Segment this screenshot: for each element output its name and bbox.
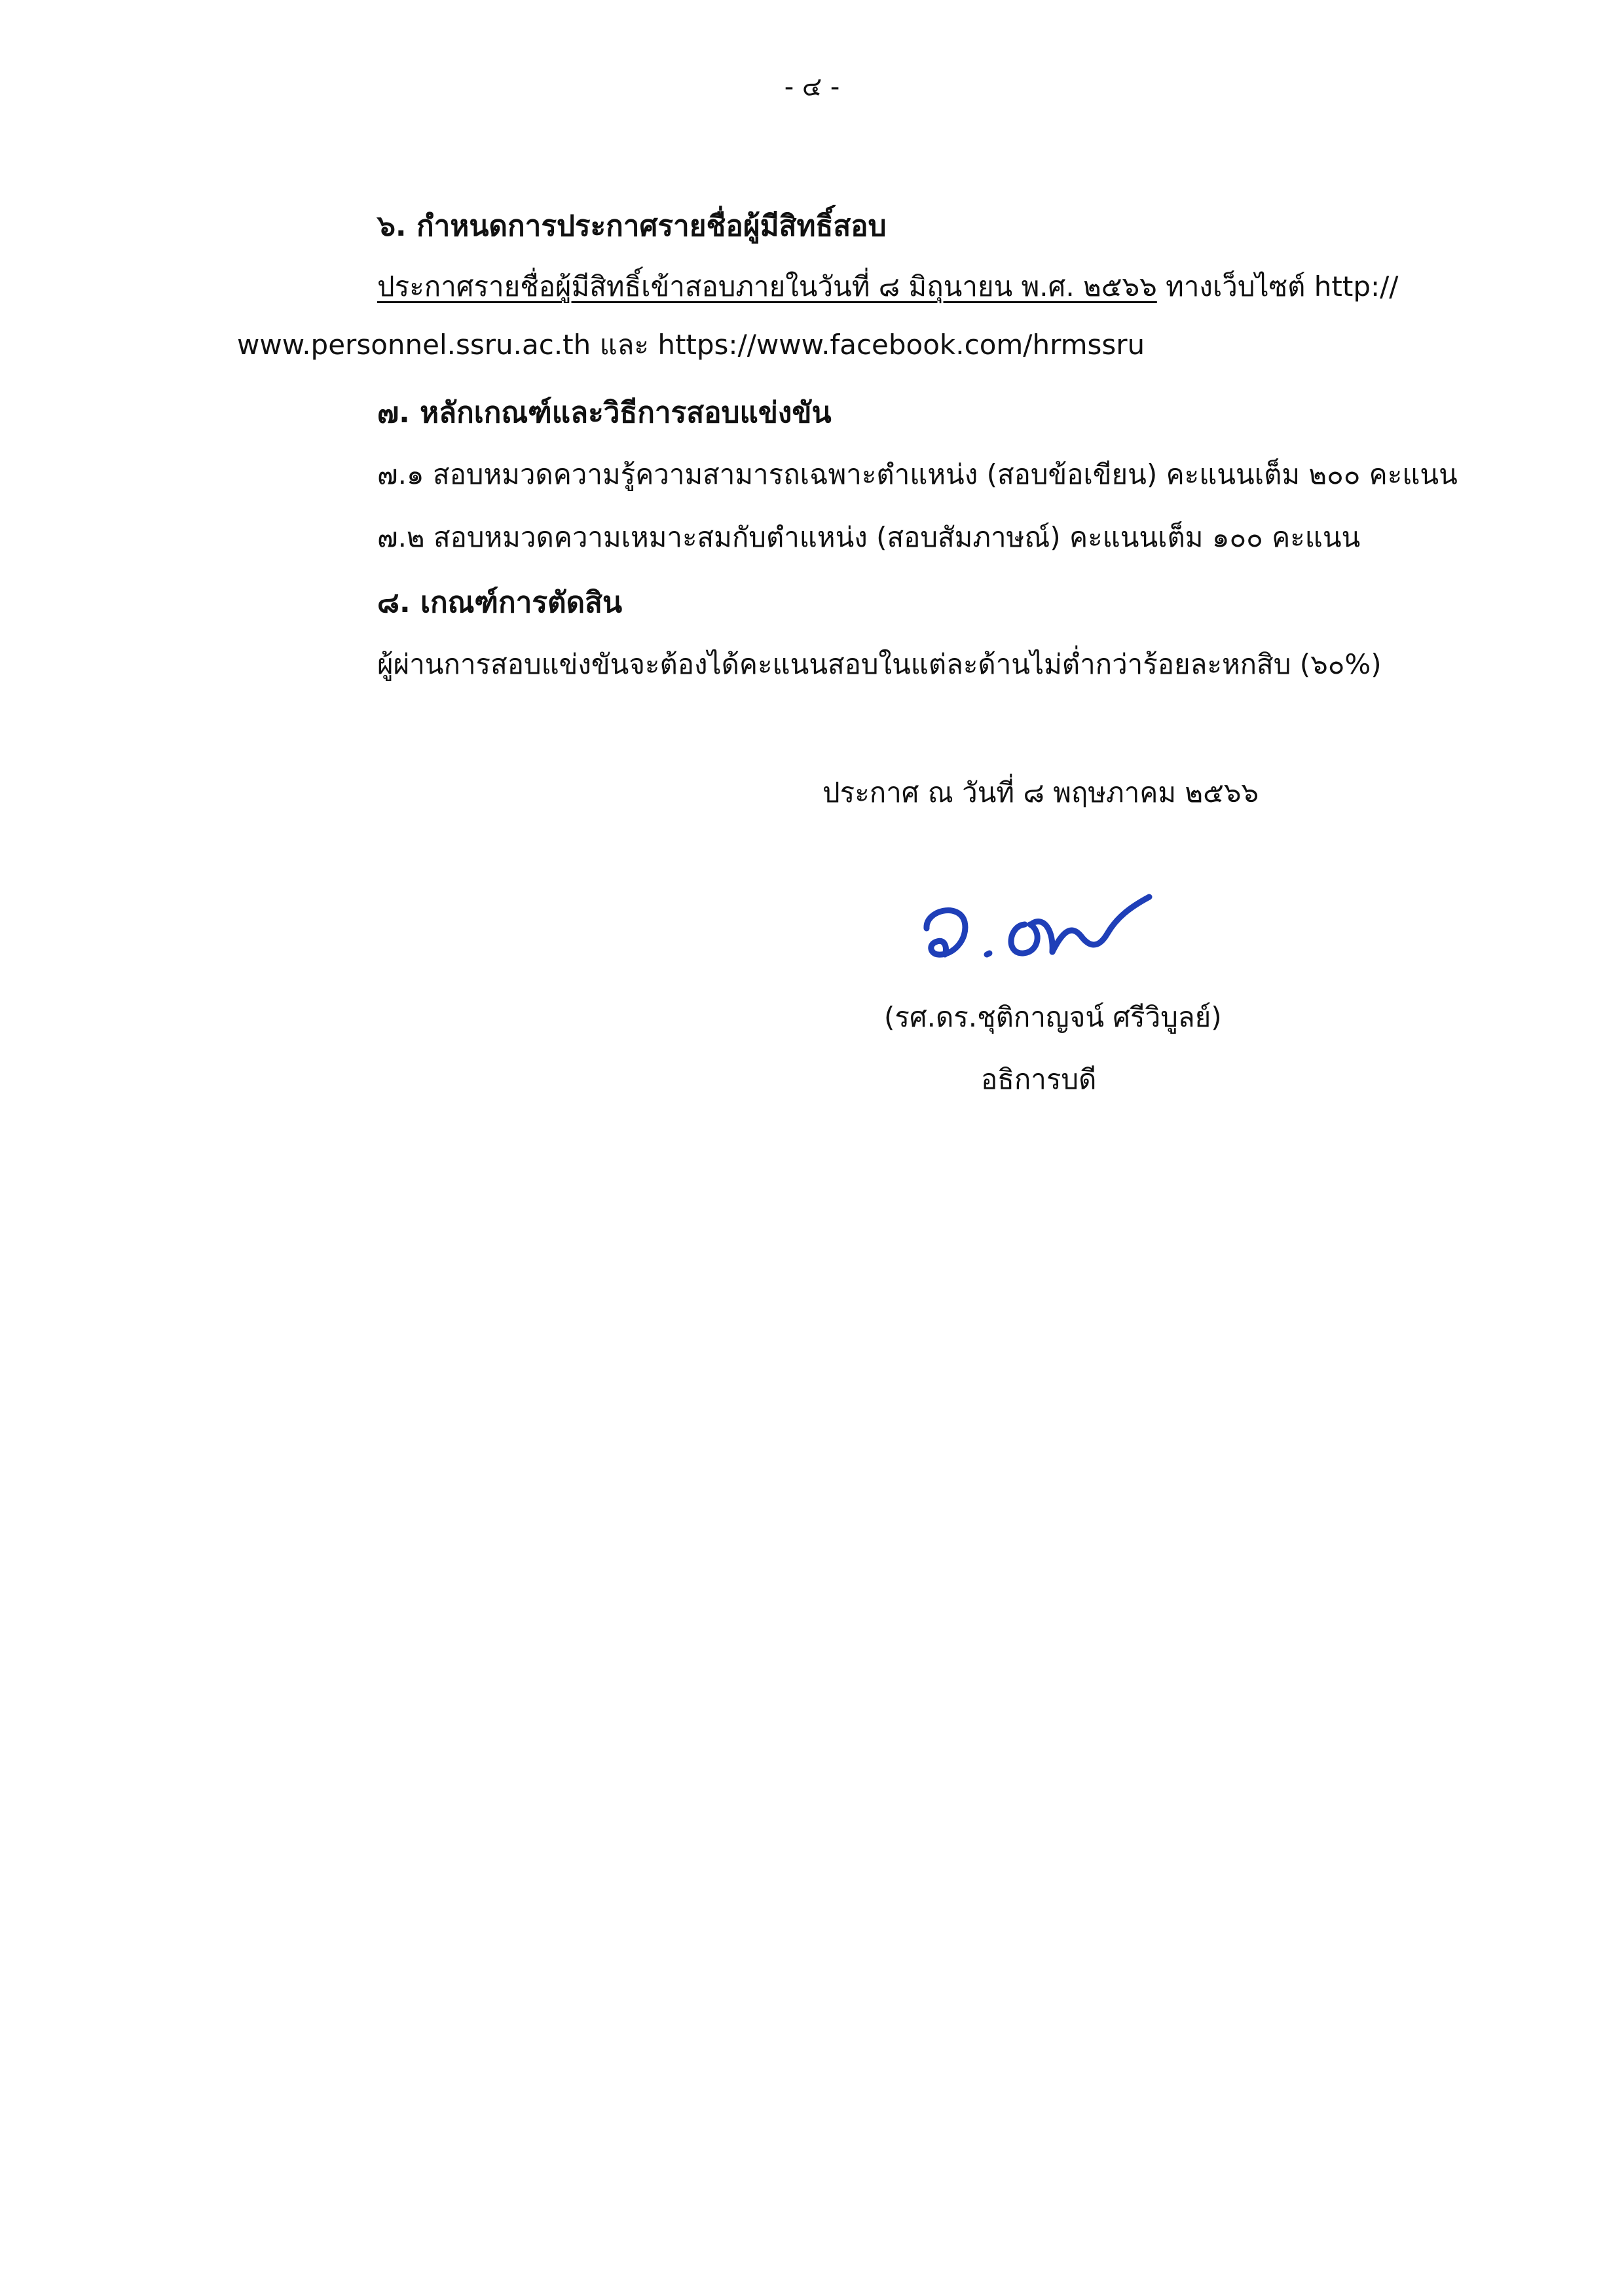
section-8-heading: ๘. เกณฑ์การตัดสิน [377, 586, 623, 619]
signatory-title: อธิการบดี [981, 1063, 1097, 1095]
section-7-item-1: ๗.๑ สอบหมวดความรู้ความสามารถเฉพาะตำแหน่ง (สอบข้อเขียน) คะแนนเต็ม ๒๐๐ คะแนน [377, 458, 1458, 490]
section-7-heading: ๗. หลักเกณฑ์และวิธีการสอบแข่งขัน [377, 396, 832, 429]
section-7-item-2: ๗.๒ สอบหมวดความเหมาะสมกับตำแหน่ง (สอบสัมภาษณ์) คะแนนเต็ม ๑๐๐ คะแนน [377, 521, 1361, 553]
section-6-underlined-text: ประกาศรายชื่อผู้มีสิทธิ์เข้าสอบภายในวันที่ ๘ มิถุนายน พ.ศ. ๒๕๖๖ [377, 270, 1157, 302]
section-8-text: ผู้ผ่านการสอบแข่งขันจะต้องได้คะแนนสอบในแต่ละด้านไม่ต่ำกว่าร้อยละหกสิบ (๖๐%) [377, 648, 1382, 680]
section-6-line-1 [377, 265, 1398, 308]
signatory-name: (รศ.ดร.ชุติกาญจน์ ศรีวิบูลย์) [884, 1001, 1222, 1033]
section-6-line-2: www.personnel.ssru.ac.th และ https://www.facebook.com/hrmssru [237, 329, 1145, 361]
page-number: - ๔ - [784, 72, 840, 102]
section-6-heading: ๖. กำหนดการประกาศรายชื่อผู้มีสิทธิ์สอบ [377, 210, 887, 243]
announcement-date: ประกาศ ณ วันที่ ๘ พฤษภาคม ๒๕๖๖ [822, 776, 1259, 809]
handwritten-signature [913, 871, 1208, 982]
section-6-website-text: ทางเว็บไซต์ http:// [1156, 270, 1399, 302]
